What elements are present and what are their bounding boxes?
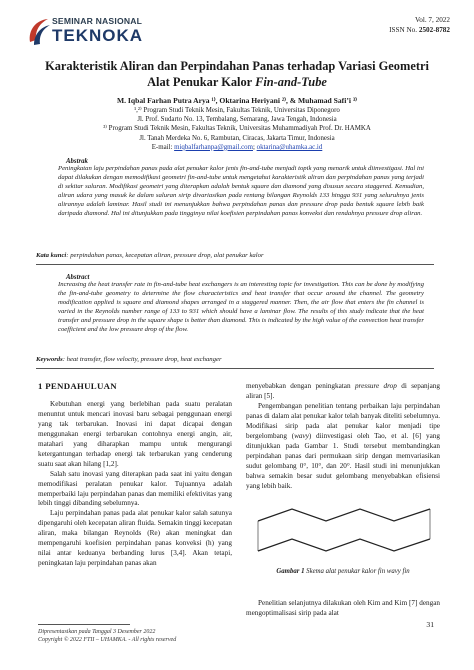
- right-column: [246, 382, 440, 619]
- page-header: [26, 14, 450, 54]
- figure-1: [246, 497, 440, 595]
- affiliation-line-1: ¹,²⁾ Program Studi Teknik Mesin, Fakultas Teknik, Universitas Diponegoro: [134, 107, 340, 114]
- figure-caption-text: Skema alat penukar kalor fin wavy fin: [304, 568, 410, 576]
- divider-rule: [36, 368, 434, 369]
- paragraph: [246, 382, 440, 402]
- keywords: [36, 356, 434, 363]
- paragraph: Kebutuhan energi yang berlebihan pada suatu peralatan menuntut untuk mencari inovasi baru sebagai penggunaan energi yang tak terbarukan. Inovasi ini dapat dicapai dengan menggunakan energi terbarukan contohnya energi angin, air, matahari yang diharapkan mampu untuk mengurangi ketergantungan terhadap energi tak terbarukan yang cenderung suatu saat akan hilang [1,2].: [38, 399, 232, 468]
- journal-info: [389, 16, 450, 35]
- email-link-2[interactable]: oktarina@uhamka.ac.id: [256, 143, 323, 151]
- paragraph-italic: wavy: [294, 431, 309, 440]
- abstrak-text: Peningkatan laju perpindahan panas pada alat penukar kalor jenis fin-and-tube menjadi topik yang menarik untuk diinvestigasi. Hal ini dapat dilakukan dengan memodifikasi geometri fin-and-tube untuk mengetahui karakteristik aliran dan perpindahan panas yang terjadi di sekitar saluran. Modifikasi geometri yang diterapkan adalah bentuk square dan diamond yang disusun secara staggered. Kemudian, aliran udara yang masuk ke dalam saluran sirip divariasikan pada rentang bilangan Reynolds 133 hingga 931 yang seluruhnya jenis alirannya adalah laminar. Hasil studi ini menunjukkan bahwa perpindahan panas dan pressure drop pada bentuk square lebih baik daripada diamond. Hal ini ditunjukkan pada tingginya nilai koefisien perpindahan panas konveksi dan rendahnya pressure drop aliran.: [58, 165, 424, 217]
- paper-title: [40, 58, 434, 90]
- affiliation-line-3: ³⁾ Program Studi Teknik Mesin, Fakultas Teknik, Universitas Muhammadiyah Prof. Dr. HAMKA: [103, 125, 371, 133]
- page-footer: [38, 628, 176, 644]
- authors: M. Iqbal Farhan Putra Arya ¹⁾, Oktarina Heriyani ²⁾, & Muhamad Safi’i ³⁾: [116, 96, 358, 105]
- paragraph-text: ) diinvestigasi oleh Tao, et al. [6] yang ditunjukkan pada Gambar 1. Studi tersebut membandingkan perpindahan panas dari permukaan sirip dengan memvariasikan sudut gelombang 0°, 10°, dan 20°. Hasil studi ini menunjukkan bahwa semakin besar sudut gelombang menyebabkan efisiensi yang lebih baik.: [246, 431, 440, 490]
- keywords-text: : heat transfer, flow velocity, pressure drop, heat exchanger: [62, 356, 222, 363]
- issn-line: [389, 26, 450, 36]
- left-column: [38, 382, 232, 569]
- abstrak-block: [58, 158, 424, 218]
- abstrak-heading: Abstrak: [66, 158, 88, 165]
- kata-kunci: [36, 252, 434, 259]
- email-label: E-mail:: [151, 143, 175, 151]
- divider-rule: [36, 264, 434, 265]
- footer-presented: Dipresentasikan pada Tanggal 3 Desember 2022: [38, 629, 156, 635]
- issn-value: 2502-8782: [418, 25, 450, 34]
- paragraph-text: di sepanjang aliran [5].: [246, 382, 440, 400]
- paragraph: Salah satu inovasi yang diterapkan pada saat ini yaitu dengan memodifikasi peralatan penukar kalor. Tujuannya adalah memperbaiki laju perpindahan panas dan memiliki efektivitas yang lebih tinggi dibanding sebelumnya.: [38, 469, 232, 508]
- paragraph: Laju perpindahan panas pada alat penukar kalor salah satunya dipengaruhi oleh kecepatan aliran fluida. Semakin tinggi kecepatan aliran, maka bilangan Reynolds (Re) akan meningkat dan mempengaruhi koefisien perpindahan panas konveksi (h) yang nilai antar keduanya berbanding lurus [3,4]. Akan tetapi, peningkatan laju perpindahan panas akan: [38, 509, 232, 568]
- section-title: 1 PENDAHULUAN: [38, 381, 117, 391]
- logo-top-text: SEMINAR NASIONAL: [52, 16, 143, 26]
- title-line-1: Karakteristik Aliran dan Perpindahan Panas terhadap Variasi Geometri: [45, 59, 429, 73]
- logo-swoosh-icon: [26, 16, 52, 48]
- abstract-heading: Abstract: [66, 274, 90, 281]
- keywords-label: Keywords: [36, 356, 63, 363]
- title-line-2-italic: Fin-and-Tube: [255, 75, 327, 89]
- paragraph: [246, 402, 440, 492]
- paragraph-text: menyebabkan dengan peningkatan: [246, 382, 355, 390]
- paragraph: Penelitian selanjutnya dilakukan oleh Kim and Kim [7] dengan mengoptimalisasi sirip pada alat: [246, 599, 440, 618]
- abstract-text: Increasing the heat transfer rate in fin-and-tube heat exchangers is an interesting topic for investigation. This can be done by modifying the fin-and-tube geometry to determine the flow characteristics and heat transfer that occur around the channel. The geometry modification applied is square and diamond shapes arranged in a staggered manner. Then, the air flow that enters the fin channel is varied in the Reynolds number range of 133 to 931 which should have a laminar flow. The results of this study indicate that the heat transfer and pressure drop in the square shape is better than diamond. This is indicated by the high value of the convection heat transfer coefficient and the low pressure drop of the flow.: [58, 281, 424, 333]
- email-separator: ;: [252, 143, 257, 151]
- footer-rule: [38, 624, 130, 625]
- figure-caption-label: Gambar 1: [276, 568, 305, 576]
- issn-label: ISSN No.: [389, 25, 418, 34]
- email-link-1[interactable]: miqbalfarhanpa@gmail.com: [174, 143, 253, 151]
- volume-text: Vol. 7, 2022: [414, 16, 450, 24]
- footer-copyright: Copyright © 2022 FTII – UHAMKA. - All rights reserved: [38, 637, 177, 643]
- title-line-2: [40, 74, 434, 90]
- abstract-block: [58, 274, 424, 334]
- logo-main-text: TEKNOKA: [52, 26, 144, 45]
- wavy-fin-diagram: [254, 503, 434, 563]
- paragraph-italic: pressure drop: [354, 382, 397, 390]
- affiliations: [40, 106, 434, 152]
- affiliation-line-4: Jl. Tanah Merdeka No. 6, Rambutan, Ciracas, Jakarta Timur, Indonesia: [139, 134, 335, 142]
- seminar-logo: [26, 14, 146, 50]
- paragraph-text: Pengembangan penelitian tentang perbaikan laju perpindahan panas di dalam alat penukar kalor telah banyak diteliti sebelumnya. Modifikasi sirip pada alat penukar kalor menjadi tipe bergelombang (: [246, 401, 440, 440]
- kata-kunci-label: Kata kunci: [36, 252, 67, 259]
- affiliation-line-2: Jl. Prof. Sudarto No. 13, Tembalang, Semarang, Jawa Tengah, Indonesia: [137, 116, 337, 124]
- kata-kunci-text: : perpindahan panas, kecepatan aliran, pressure drop, alat penukar kalor: [66, 252, 264, 259]
- figure-caption: [246, 567, 440, 577]
- title-line-2-prefix: Alat Penukar Kalor: [147, 75, 256, 89]
- page-number: 31: [426, 620, 434, 629]
- email-line: [40, 143, 434, 152]
